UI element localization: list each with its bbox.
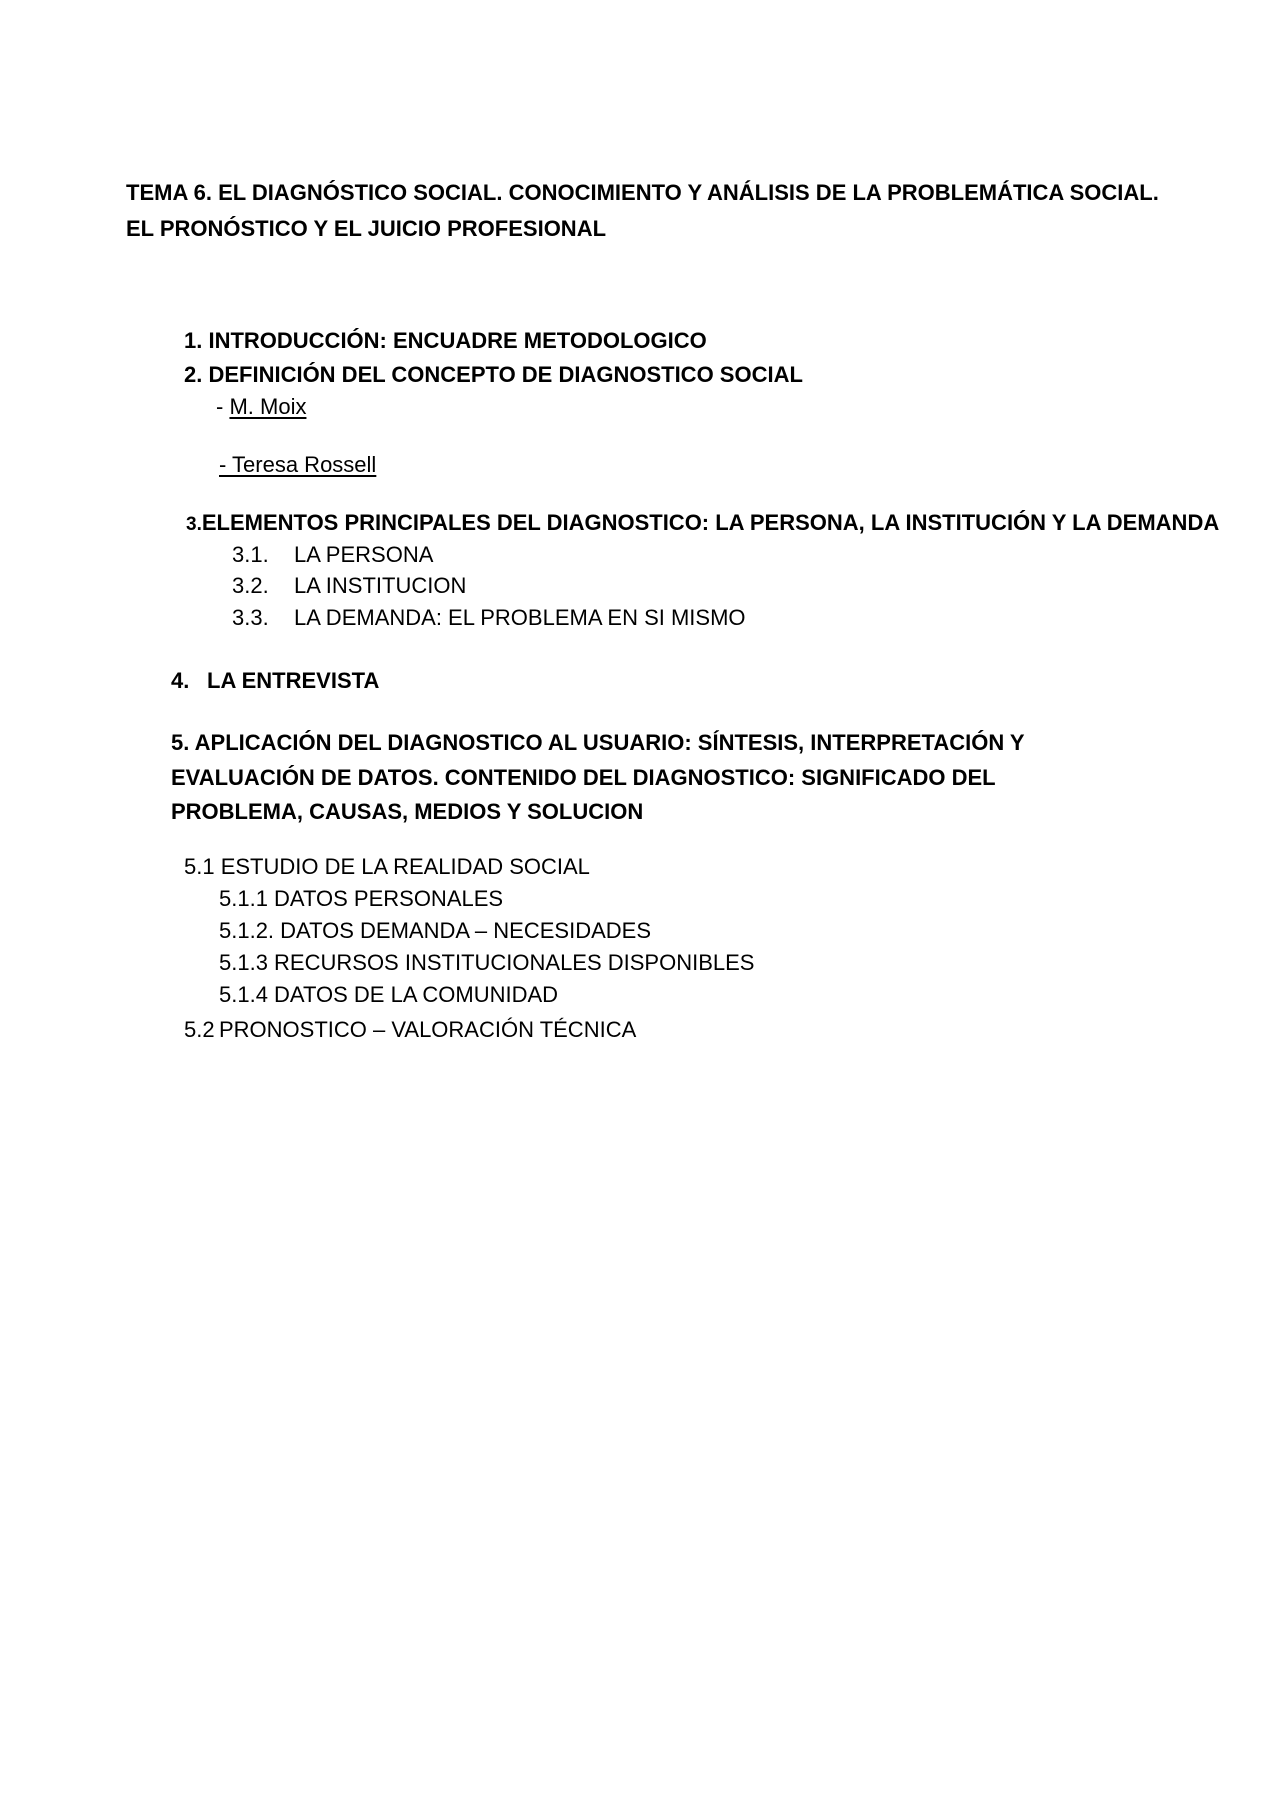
author-moix-name: M. Moix bbox=[229, 394, 307, 419]
subsection-3-1-number: 3.1. bbox=[232, 542, 269, 567]
subsection-5-1-2: 5.1.2. DATOS DEMANDA – NECESIDADES bbox=[219, 918, 651, 943]
section-4-number: 4. bbox=[171, 668, 190, 693]
section-1: 1. INTRODUCCIÓN: ENCUADRE METODOLOGICO bbox=[184, 328, 707, 353]
subsection-3-3-number: 3.3. bbox=[232, 605, 269, 630]
list-dash: - bbox=[216, 394, 230, 419]
section-5-line-3: PROBLEMA, CAUSAS, MEDIOS Y SOLUCION bbox=[171, 799, 644, 824]
section-3-number: 3. bbox=[186, 514, 202, 535]
subsection-5-2: PRONOSTICO – VALORACIÓN TÉCNICA bbox=[219, 1017, 637, 1042]
subsection-5-1-3: 5.1.3 RECURSOS INSTITUCIONALES DISPONIBLES bbox=[219, 950, 755, 975]
subsection-5-2-number: 5.2 bbox=[184, 1017, 215, 1042]
author-rossell: - Teresa Rossell bbox=[219, 452, 377, 477]
subsection-5-1-1: 5.1.1 DATOS PERSONALES bbox=[219, 886, 504, 911]
section-5-line-1: 5. APLICACIÓN DEL DIAGNOSTICO AL USUARIO: SÍNTESIS, INTERPRETACIÓN Y bbox=[171, 730, 1025, 755]
section-3 bbox=[186, 512, 1219, 534]
section-2: 2. DEFINICIÓN DEL CONCEPTO DE DIAGNOSTICO SOCIAL bbox=[184, 362, 803, 387]
subsection-3-2: LA INSTITUCION bbox=[294, 573, 467, 598]
subsection-5-1-4: 5.1.4 DATOS DE LA COMUNIDAD bbox=[219, 982, 559, 1007]
subsection-3-3: LA DEMANDA: EL PROBLEMA EN SI MISMO bbox=[294, 605, 746, 630]
section-3-title: ELEMENTOS PRINCIPALES DEL DIAGNOSTICO: LA PERSONA, LA INSTITUCIÓN Y LA DEMANDA bbox=[201, 510, 1220, 535]
section-5-line-2: EVALUACIÓN DE DATOS. CONTENIDO DEL DIAGNOSTICO: SIGNIFICADO DEL bbox=[171, 765, 996, 790]
subsection-5-1: 5.1 ESTUDIO DE LA REALIDAD SOCIAL bbox=[184, 854, 590, 879]
section-4: LA ENTREVISTA bbox=[207, 668, 380, 693]
page-title: TEMA 6. EL DIAGNÓSTICO SOCIAL. CONOCIMIENTO Y ANÁLISIS DE LA PROBLEMÁTICA SOCIAL. EL PRONÓSTICO Y EL JUICIO PROFESIONAL bbox=[126, 180, 1159, 241]
subsection-3-1: LA PERSONA bbox=[294, 542, 434, 567]
author-moix bbox=[216, 396, 306, 418]
subsection-3-2-number: 3.2. bbox=[232, 573, 269, 598]
